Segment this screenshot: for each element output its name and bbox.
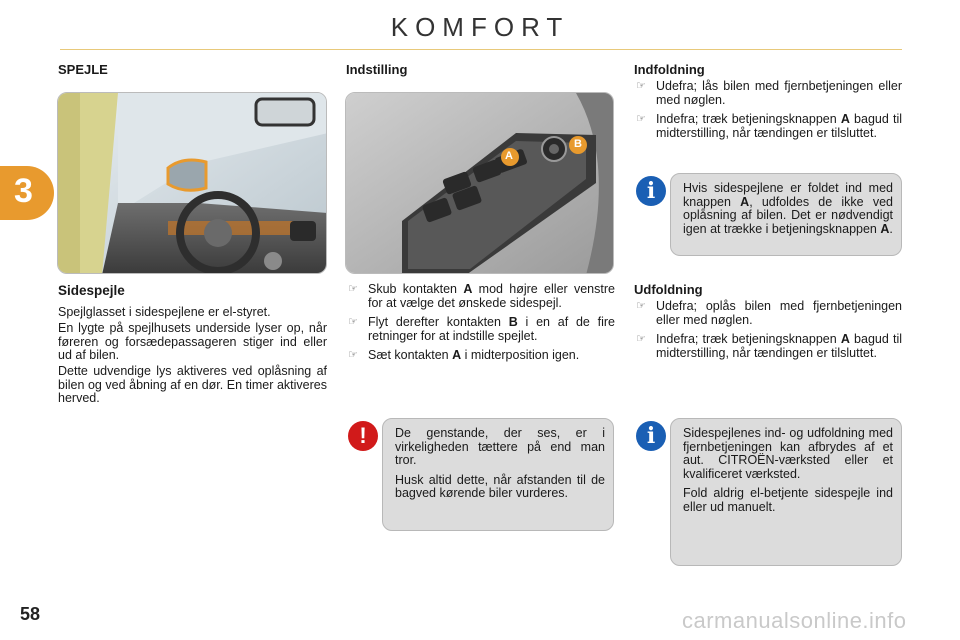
chapter-number: 3: [14, 172, 33, 210]
udfoldning-title: Udfoldning: [634, 282, 703, 297]
indstilling-title: Indstilling: [346, 62, 408, 77]
paragraph-2: En lygte på spejlhusets underside lyser op, når føreren og forsædepassageren stiger ind eller ud af bilen.: [58, 321, 327, 362]
car-interior-mirror-photo: [57, 92, 327, 274]
indfoldning-title: Indfoldning: [634, 62, 705, 77]
info-icon: i: [636, 176, 666, 206]
info-text-2: Fold aldrig el-betjente sidespejle ind eller ud manuelt.: [683, 486, 893, 514]
page-number: 58: [20, 604, 41, 624]
sub-title: Sidespejle: [58, 283, 125, 298]
info-text-1: Sidespejlenes ind- og udfoldning med fjernbetjeningen kan afbrydes af et aut. CITROËN-værksted eller et kvalificeret værksted.: [683, 426, 893, 481]
list-item: ☞ Indefra; træk betjeningsknappen A bagud til midterstilling, når tændingen er tilsluttet.: [636, 112, 902, 140]
indfoldning-bullet-list: [634, 80, 902, 146]
warning-text-2: Husk altid dette, når afstanden til de bagved kørende biler vurderes.: [395, 472, 605, 500]
list-item: ☞ Udefra; lås bilen med fjernbetjeningen eller med nøglen.: [636, 79, 902, 107]
finger-pointer-icon: ☞: [636, 300, 646, 312]
warning-text-1: De genstande, der ses, er i virkeligheden tættere på end man tror.: [395, 426, 605, 467]
finger-pointer-icon: ☞: [636, 80, 646, 92]
label-b: B: [574, 138, 582, 150]
car-interior-illustration: [58, 93, 327, 274]
list-item: ☞ Flyt derefter kontakten B i en af de fire retninger for at indstille spejlet.: [348, 315, 615, 343]
indstilling-bullet-list: [346, 283, 615, 369]
list-item: ☞ Skub kontakten A mod højre eller venstre for at vælge det ønskede sidespejl.: [348, 282, 615, 310]
list-item: ☞ Sæt kontakten A i midterposition igen.: [348, 348, 580, 362]
warning-icon: !: [348, 421, 378, 451]
finger-pointer-icon: ☞: [636, 113, 646, 125]
finger-pointer-icon: ☞: [348, 349, 358, 361]
paragraph-3: Dette udvendige lys aktiveres ved oplåsning af bilen og ved åbning af en dør. En timer aktiveres herved.: [58, 364, 327, 405]
section-title: SPEJLE: [58, 62, 108, 77]
header-divider: [60, 49, 902, 50]
door-switch-panel-photo: [345, 92, 614, 274]
list-item: ☞ Indefra; træk betjeningsknappen A bagud til midterstilling, når tændingen er tilsluttet.: [636, 332, 902, 360]
chapter-tab: [0, 166, 54, 220]
info-icon: i: [636, 421, 666, 451]
info-note-box-1: Hvis sidespejlene er foldet ind med knappen A, udfoldes de ikke ved oplåsning af bilen. Det er nødvendigt igen at trække i betjeningsknappen A.: [670, 173, 902, 256]
page-header-title: KOMFORT: [390, 12, 570, 42]
label-a: A: [505, 150, 513, 162]
finger-pointer-icon: ☞: [636, 333, 646, 345]
finger-pointer-icon: ☞: [348, 283, 358, 295]
finger-pointer-icon: ☞: [348, 316, 358, 328]
udfoldning-bullet-list: [634, 300, 902, 366]
warning-note-box: [382, 418, 614, 531]
list-item: ☞ Udefra; oplås bilen med fjernbetjeningen eller med nøglen.: [636, 299, 902, 327]
info-note-box-2: [670, 418, 902, 566]
paragraph-1: Spejlglasset i sidespejlene er el-styret.: [58, 305, 271, 319]
watermark: carmanualsonline.info: [682, 608, 907, 633]
switch-panel-illustration: [346, 93, 614, 274]
